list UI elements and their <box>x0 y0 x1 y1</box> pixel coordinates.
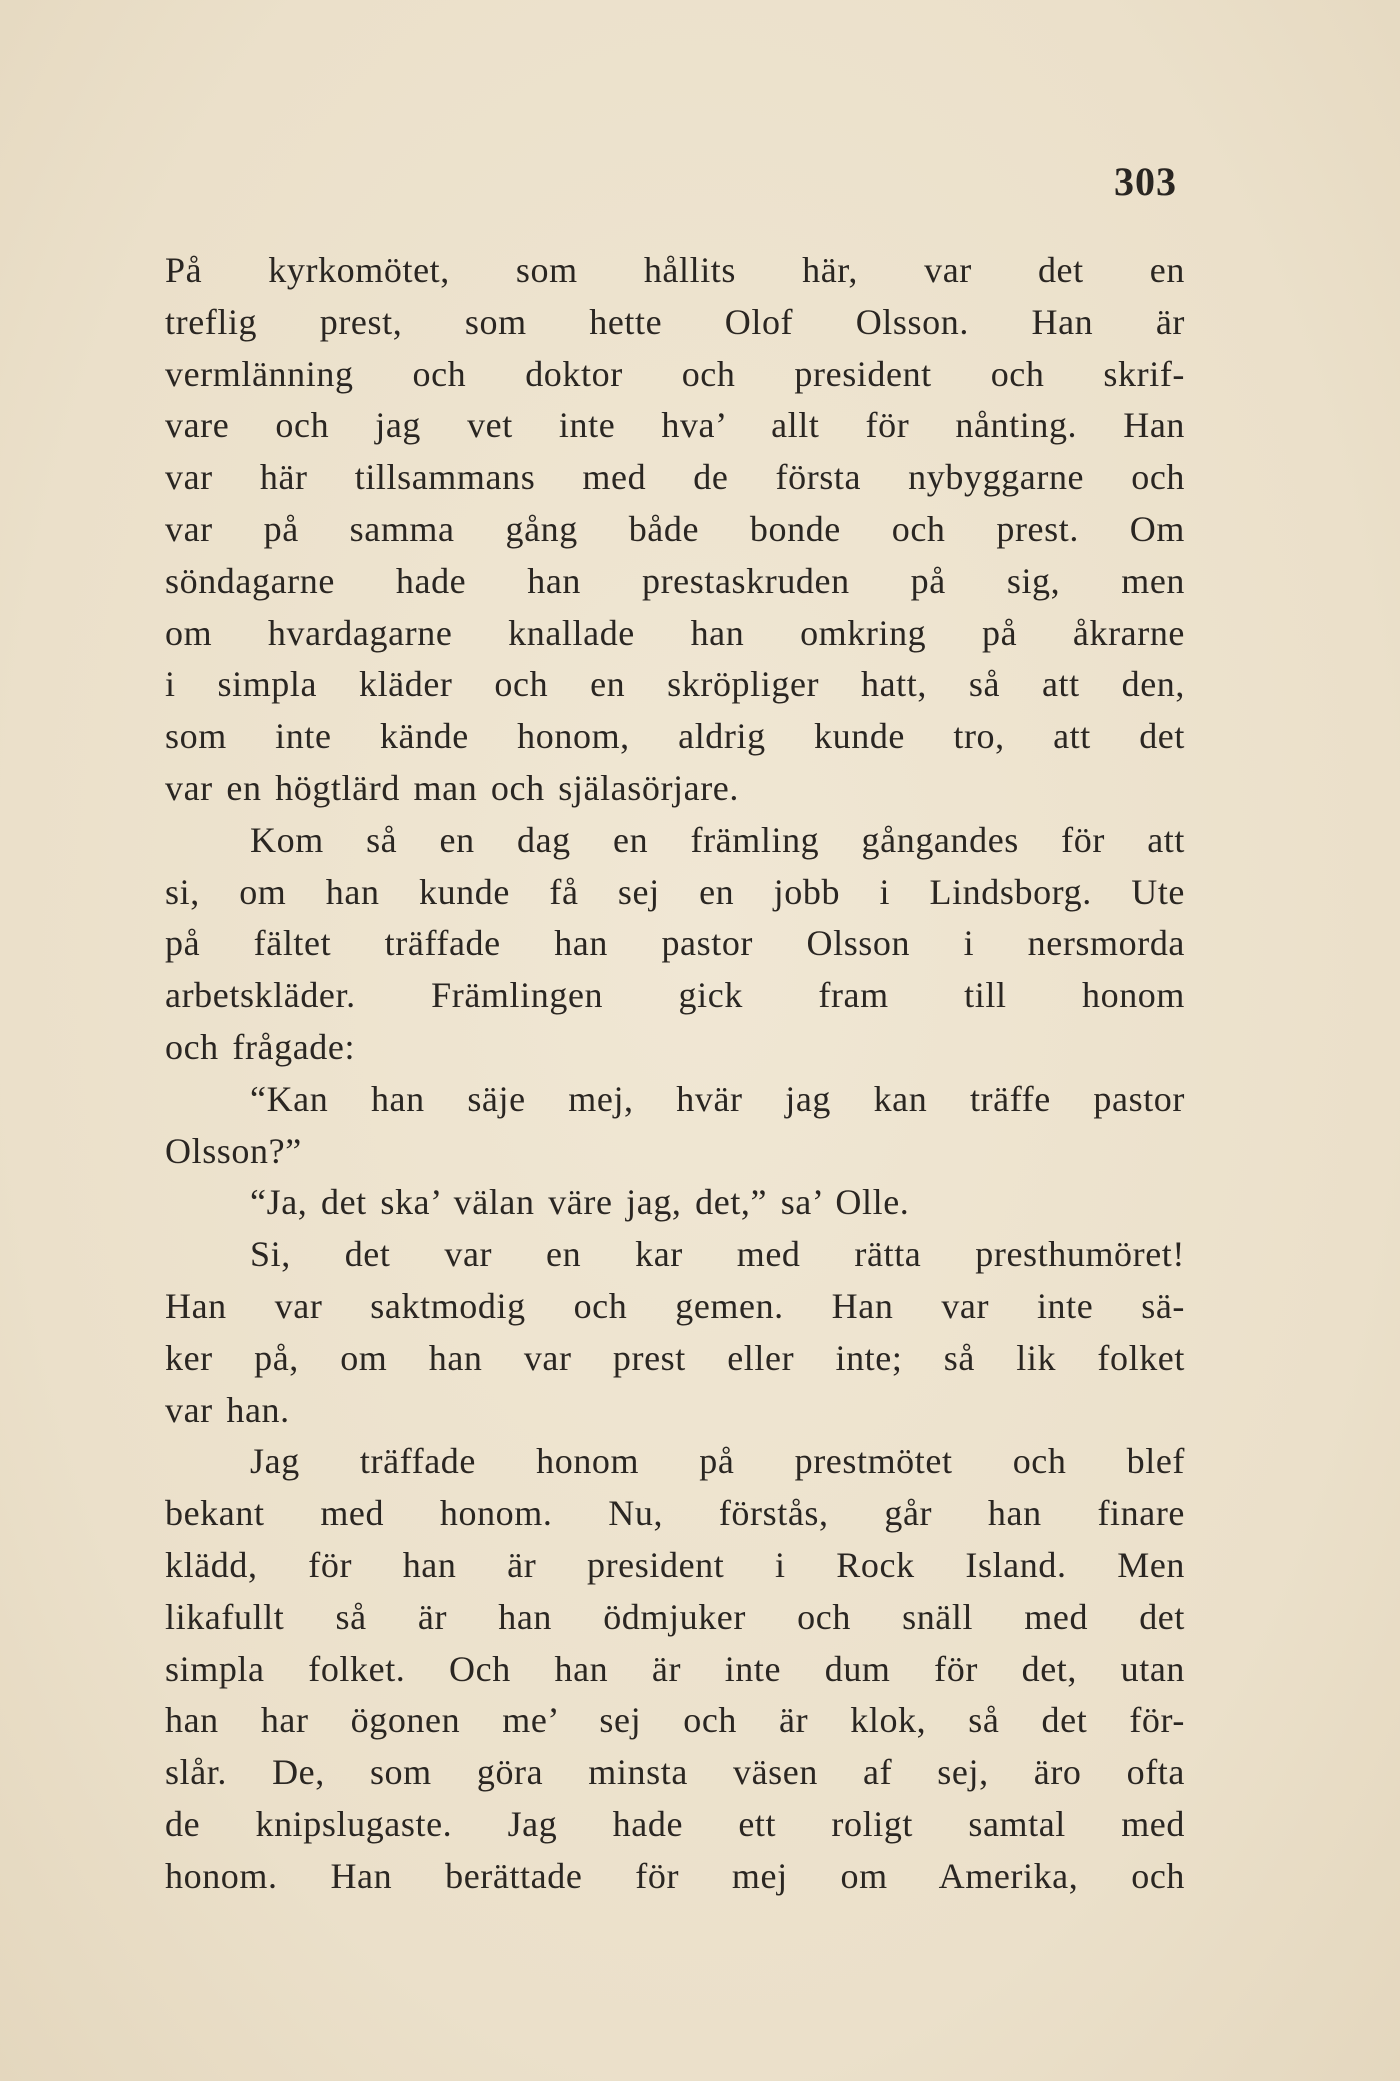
text-line: Jag träffade honom på prestmötet och blef <box>250 1441 1185 1482</box>
text-line: arbetskläder. Främlingen gick fram till honom <box>165 975 1185 1016</box>
text-line: klädd, för han är president i Rock Island. Men <box>165 1544 1185 1585</box>
text-line: På kyrkomötet, som hållits här, var det en <box>165 250 1185 290</box>
text-line: på fältet träffade han pastor Olsson i nersmorda <box>165 923 1185 964</box>
text-line: var på samma gång både bonde och prest. Om <box>165 508 1185 549</box>
text-line: söndagarne hade han prestaskruden på sig, men <box>165 560 1185 601</box>
text-line: var här tillsammans med de första nybyggarne och <box>165 457 1185 498</box>
page-number: 303 <box>1114 159 1177 204</box>
text-line: var en högtlärd man och själasörjare. <box>165 767 739 808</box>
text-line: si, om han kunde få sej en jobb i Lindsborg. Ute <box>165 871 1185 912</box>
text-line: bekant med honom. Nu, förstås, går han finare <box>165 1493 1185 1534</box>
text-line: i simpla kläder och en skröpliger hatt, så att den, <box>165 664 1185 705</box>
text-line: ker på, om han var prest eller inte; så lik folket <box>165 1337 1185 1378</box>
text-line: Olsson?” <box>165 1130 302 1171</box>
text-line: om hvardagarne knallade han omkring på åkrarne <box>165 612 1185 653</box>
text-line: vare och jag vet inte hva’ allt för nånting. Han <box>165 405 1185 446</box>
text-line: vermlänning och doktor och president och skrif- <box>165 353 1185 394</box>
text-line: Han var saktmodig och gemen. Han var inte sä- <box>165 1285 1185 1326</box>
text-line: honom. Han berättade för mej om Amerika, och <box>165 1855 1185 1896</box>
text-line: “Kan han säje mej, hvär jag kan träffe pastor <box>250 1078 1185 1119</box>
text-line: treflig prest, som hette Olof Olsson. Han är <box>165 301 1185 342</box>
text-line: de knipslugaste. Jag hade ett roligt samtal med <box>165 1803 1185 1844</box>
text-line: simpla folket. Och han är inte dum för det, utan <box>165 1648 1185 1689</box>
text-line: “Ja, det ska’ välan väre jag, det,” sa’ Olle. <box>250 1182 910 1223</box>
body-text <box>165 245 1185 1903</box>
text-line: Kom så en dag en främling gångandes för att <box>250 819 1185 860</box>
text-line: slår. De, som göra minsta väsen af sej, äro ofta <box>165 1752 1185 1793</box>
text-line: han har ögonen me’ sej och är klok, så det för- <box>165 1700 1185 1741</box>
text-line: var han. <box>165 1389 290 1430</box>
text-line: som inte kände honom, aldrig kunde tro, att det <box>165 716 1185 757</box>
text-line: likafullt så är han ödmjuker och snäll med det <box>165 1596 1185 1637</box>
text-line: och frågade: <box>165 1026 356 1067</box>
text-line: Si, det var en kar med rätta presthumöret! <box>250 1234 1185 1275</box>
